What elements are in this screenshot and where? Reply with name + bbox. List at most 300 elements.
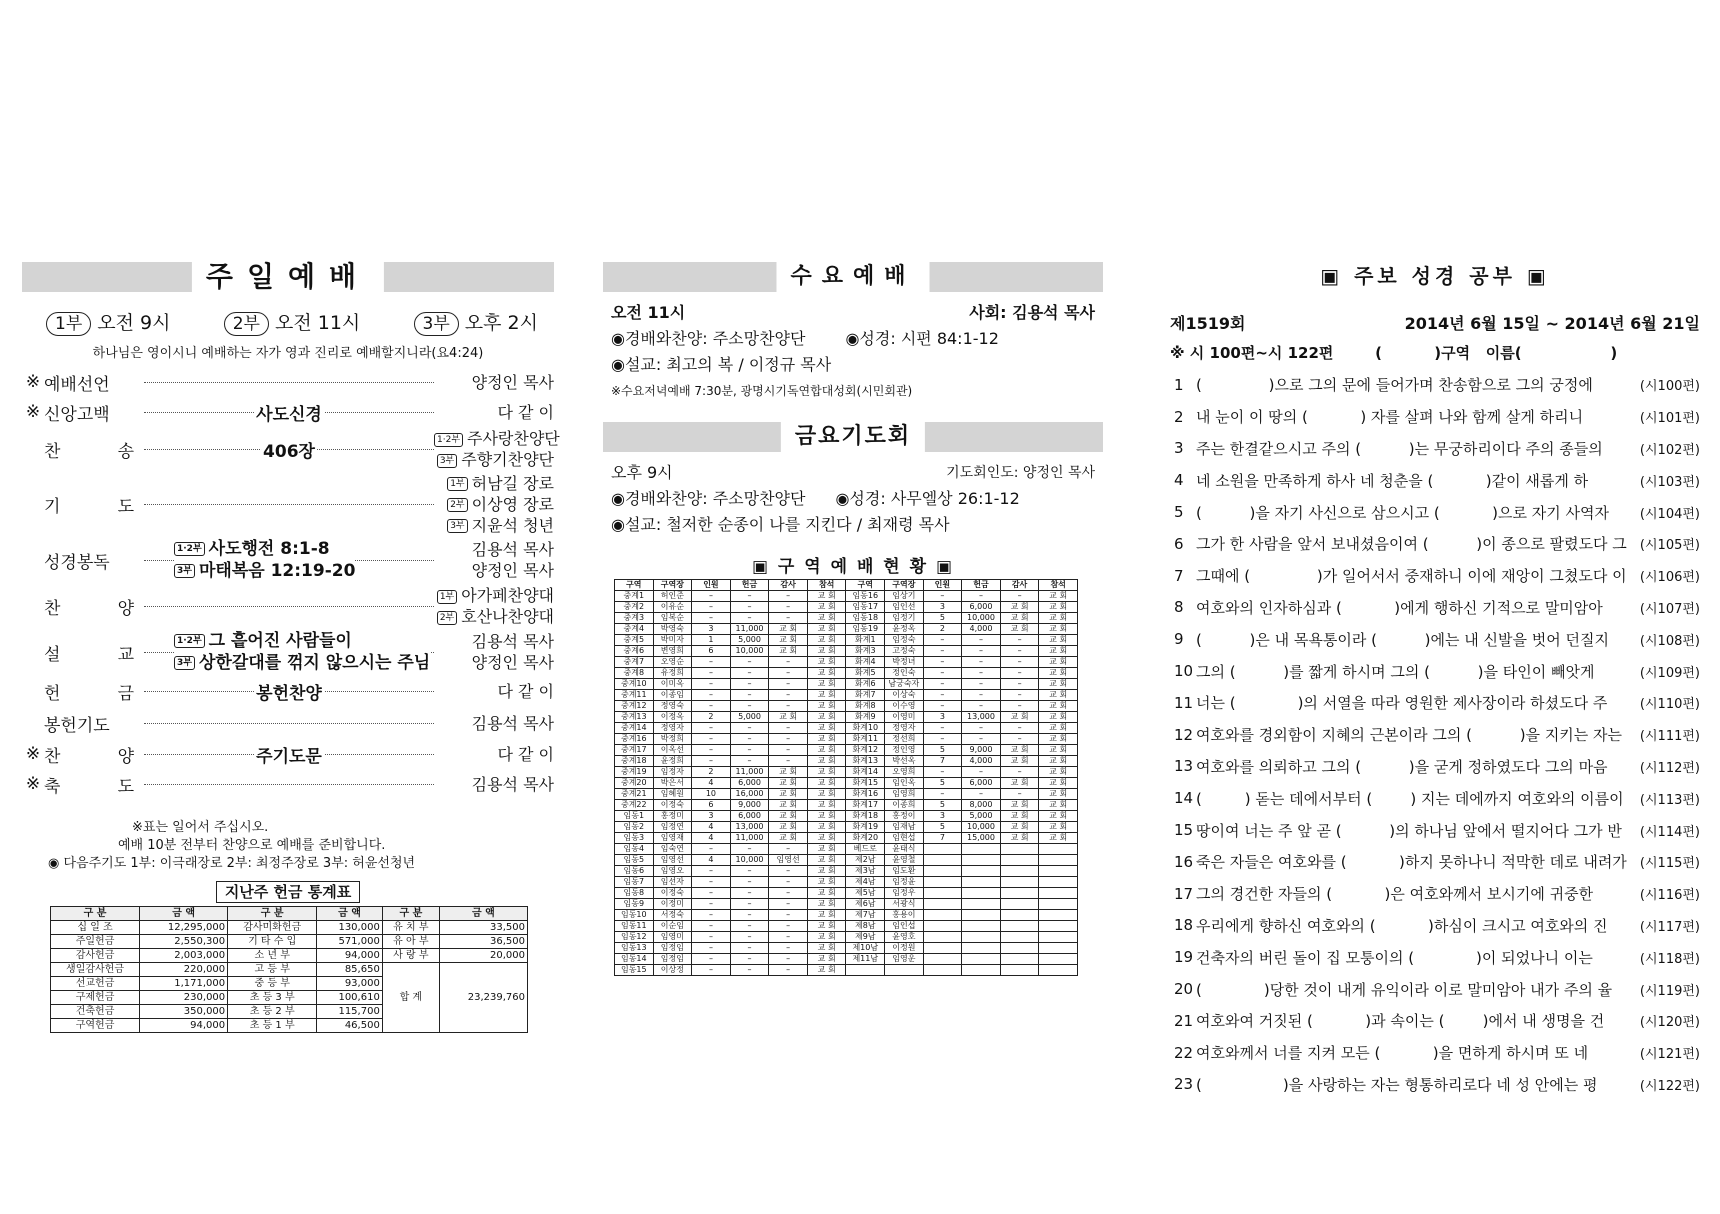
order-row (22, 427, 560, 471)
study-issue: 제1519회 (1170, 314, 1246, 333)
question-row (1174, 846, 1700, 878)
friday-sermon: ◉설교: 철저한 순종이 나를 지킨다 / 최재령 목사 (611, 515, 950, 534)
district-cell: 임숙연 (653, 844, 692, 855)
offering-table (50, 906, 528, 1033)
district-cell: 11,000 (730, 833, 769, 844)
question-row (1174, 814, 1700, 846)
district-cell: – (692, 877, 731, 888)
district-row (615, 954, 1078, 965)
district-cell: 5 (923, 745, 962, 756)
district-cell: – (692, 932, 731, 943)
district-cell: – (730, 734, 769, 745)
district-row (615, 613, 1078, 624)
order-person (434, 449, 554, 470)
offering-cell: 100,610 (317, 991, 383, 1005)
note-line: 예배 10분 전부터 찬양으로 예배를 준비합니다. (118, 838, 386, 853)
offering-cell: 33,500 (439, 921, 527, 935)
district-cell: – (769, 866, 808, 877)
district-cell: 4 (692, 855, 731, 866)
district-cell: – (962, 679, 1001, 690)
offering-cell: 130,000 (317, 921, 383, 935)
district-cell: – (769, 888, 808, 899)
district-cell: 고정숙 (885, 646, 924, 657)
district-cell: – (692, 591, 731, 602)
district-cell (923, 877, 962, 888)
order-person-name: 주사랑찬양단 (467, 429, 560, 448)
district-cell: 6,000 (962, 602, 1001, 613)
district-cell: 이정미 (653, 899, 692, 910)
district-cell: 교 회 (1000, 811, 1039, 822)
friday-time: 오후 9시 (611, 463, 673, 482)
district-cell: 교 회 (807, 954, 846, 965)
district-cell: 임영희 (885, 789, 924, 800)
weekday-section (603, 262, 1103, 976)
note-line: ◉ 다음주기도 1부: 이극래장로 2부: 최정주장로 3부: 허윤선청년 (48, 856, 416, 871)
district-cell: 임복순 (653, 613, 692, 624)
district-cell: 제9남 (846, 932, 885, 943)
district-cell: 임동4 (615, 844, 654, 855)
district-cell: 이순임 (653, 921, 692, 932)
district-cell (962, 899, 1001, 910)
order-person-name: 지윤석 청년 (471, 515, 554, 535)
district-cell: – (1000, 723, 1039, 734)
district-cell: 교 회 (807, 624, 846, 635)
offering-row (51, 921, 528, 935)
order-row (22, 769, 554, 799)
district-header: 참석 (1039, 580, 1078, 591)
order-mark: ※ (25, 744, 41, 764)
offering-cell: 20,000 (439, 949, 527, 963)
question-text: 땅이여 너는 주 앞 곧 ( )의 하나님 앞에서 떨지어다 그가 반 (1196, 821, 1622, 840)
offering-cell: 12,295,000 (140, 921, 228, 935)
district-cell: 화계8 (846, 701, 885, 712)
offering-cell: 초 등 1 부 (228, 1019, 317, 1033)
district-header: 구역장 (885, 580, 924, 591)
district-cell: 교 회 (769, 767, 808, 778)
district-cell: – (923, 679, 962, 690)
order-right (434, 428, 560, 470)
district-cell: 이상숙 (885, 690, 924, 701)
order-person (434, 713, 554, 734)
order-center-line-text: 상한갈대를 꺾지 않으시는 주님 (198, 653, 431, 673)
district-cell: 중계17 (615, 745, 654, 756)
district-cell (962, 855, 1001, 866)
order-right (434, 402, 554, 423)
district-cell: 중계4 (615, 624, 654, 635)
district-cell: – (923, 591, 962, 602)
district-cell: – (962, 690, 1001, 701)
question-text: ( )은 내 목욕통이라 ( )에는 내 신발을 벗어 던질지 (1196, 630, 1609, 649)
order-person-name: 다 같 이 (497, 681, 554, 701)
district-cell: – (730, 954, 769, 965)
district-header: 구역 (615, 580, 654, 591)
district-cell: 임영선 (653, 855, 692, 866)
district-cell: – (730, 932, 769, 943)
order-row (22, 537, 554, 583)
district-cell: 교 회 (1000, 756, 1039, 767)
question-ref: (시101편) (1639, 411, 1700, 427)
district-cell: 화계10 (846, 723, 885, 734)
district-cell: – (1000, 668, 1039, 679)
district-cell: 이유순 (653, 602, 692, 613)
district-row (615, 646, 1078, 657)
district-cell: 교 회 (807, 800, 846, 811)
order-center (144, 504, 434, 505)
order-center-text: 사도신경 (254, 400, 324, 425)
district-row (615, 657, 1078, 668)
district-row (615, 921, 1078, 932)
district-cell: 교 회 (1000, 624, 1039, 635)
district-cell: 5,000 (962, 811, 1001, 822)
question-row (1174, 528, 1700, 560)
order-center-line (174, 630, 430, 652)
district-cell: – (730, 690, 769, 701)
district-cell (1039, 877, 1078, 888)
district-cell: 교 회 (1039, 613, 1078, 624)
question-row (1174, 910, 1700, 942)
order-row (22, 471, 554, 537)
offering-row (51, 963, 528, 977)
district-cell: 임동8 (615, 888, 654, 899)
question-ref: (시109편) (1639, 665, 1700, 681)
district-header: 헌금 (730, 580, 769, 591)
district-title: ▣ 구 역 예 배 현 황 ▣ (751, 557, 955, 577)
district-cell: 교 회 (807, 833, 846, 844)
district-cell: – (769, 844, 808, 855)
district-header: 헌금 (962, 580, 1001, 591)
question-text: 여호와를 경외함이 지혜의 근본이라 그의 ( )을 지키는 자는 (1196, 726, 1623, 745)
district-header: 감사 (1000, 580, 1039, 591)
order-center-lines (174, 630, 430, 674)
district-cell (962, 888, 1001, 899)
district-cell: 교 회 (807, 701, 846, 712)
wednesday-host: 사회: 김용석 목사 (969, 303, 1095, 322)
district-cell: 5 (923, 822, 962, 833)
district-cell: – (923, 657, 962, 668)
district-cell: 화계1 (846, 635, 885, 646)
district-cell: – (769, 910, 808, 921)
district-cell: 임동18 (846, 613, 885, 624)
order-mark: ※ (25, 402, 41, 422)
offering-cell: 감사미화헌금 (228, 921, 317, 935)
district-cell: 제2남 (846, 855, 885, 866)
wednesday-title: 수요예배 (776, 261, 929, 293)
district-cell (1039, 954, 1078, 965)
order-person (434, 606, 554, 627)
district-cell: 교 회 (807, 965, 846, 976)
order-label: 찬 양 (44, 598, 134, 619)
district-cell: 중계10 (615, 679, 654, 690)
district-cell: 교 회 (1039, 591, 1078, 602)
question-number: 14 (1174, 789, 1194, 808)
district-cell: 제11남 (846, 954, 885, 965)
offering-cell: 94,000 (317, 949, 383, 963)
question-ref: (시120편) (1639, 1015, 1700, 1031)
district-cell: – (769, 690, 808, 701)
district-cell: 13,000 (962, 712, 1001, 723)
district-cell: 임동13 (615, 943, 654, 954)
district-cell: 교 회 (807, 888, 846, 899)
district-cell: – (1000, 789, 1039, 800)
district-cell: – (962, 734, 1001, 745)
order-person (434, 494, 554, 515)
district-cell: 화계16 (846, 789, 885, 800)
offering-cell: 350,000 (140, 1005, 228, 1019)
district-cell: 교 회 (1039, 701, 1078, 712)
district-cell: 교 회 (807, 613, 846, 624)
question-row (1174, 1069, 1700, 1101)
district-cell (1039, 866, 1078, 877)
district-cell (962, 954, 1001, 965)
offering-total-value: 23,239,760 (439, 963, 527, 1033)
district-cell: 임정숙 (885, 635, 924, 646)
district-cell: 4,000 (962, 624, 1001, 635)
district-cell: 화계12 (846, 745, 885, 756)
district-cell: 4 (692, 822, 731, 833)
district-cell: 4 (692, 833, 731, 844)
order-mark: ※ (25, 774, 41, 794)
order-center-line-text: 마태복음 12:19-20 (198, 561, 356, 581)
sunday-section (22, 260, 560, 1033)
district-cell: 임동7 (615, 877, 654, 888)
district-cell: 교 회 (1000, 602, 1039, 613)
district-cell: 교 회 (769, 635, 808, 646)
question-number: 18 (1174, 916, 1194, 935)
question-ref: (시117편) (1639, 919, 1700, 935)
offering-cell: 571,000 (317, 935, 383, 949)
district-cell: 임영운 (885, 954, 924, 965)
district-cell: – (923, 789, 962, 800)
district-cell: – (692, 910, 731, 921)
district-cell (1000, 965, 1039, 976)
district-cell: 5,000 (730, 712, 769, 723)
district-cell: – (730, 888, 769, 899)
district-cell: – (962, 657, 1001, 668)
district-cell: – (730, 866, 769, 877)
district-cell: 임영선 (769, 855, 808, 866)
offering-cell: 구역헌금 (51, 1019, 140, 1033)
district-cell: 교 회 (1039, 778, 1078, 789)
question-ref: (시105편) (1639, 538, 1700, 554)
district-row (615, 932, 1078, 943)
order-badge: 3부 (437, 454, 457, 468)
question-ref: (시110편) (1639, 697, 1700, 713)
district-row (615, 866, 1078, 877)
service-times (46, 308, 538, 336)
district-cell: 유정희 (653, 668, 692, 679)
order-leader-dots (144, 606, 434, 607)
order-center-text: 406장 (261, 437, 317, 462)
district-cell: 교 회 (807, 943, 846, 954)
friday-leader: 기도회인도: 양정인 목사 (946, 465, 1095, 481)
district-cell: – (769, 932, 808, 943)
order-person-name: 양정인 목사 (471, 653, 554, 672)
district-cell: 교 회 (769, 811, 808, 822)
order-badge: 3부 (174, 656, 195, 670)
district-cell: 교 회 (1000, 745, 1039, 756)
order-label: 신앙고백 (44, 404, 110, 425)
question-row (1174, 782, 1700, 814)
question-ref: (시122편) (1639, 1078, 1700, 1094)
district-cell: 교 회 (769, 822, 808, 833)
question-number: 6 (1174, 534, 1184, 553)
district-cell: 화계20 (846, 833, 885, 844)
district-row (615, 756, 1078, 767)
district-cell: – (1000, 679, 1039, 690)
question-ref: (시111편) (1639, 729, 1700, 745)
district-cell: 11,000 (730, 624, 769, 635)
district-cell (962, 910, 1001, 921)
question-row (1174, 401, 1700, 433)
offering-header: 금 액 (439, 907, 527, 921)
sunday-title-band (22, 262, 554, 292)
district-cell: – (730, 745, 769, 756)
district-cell: – (769, 657, 808, 668)
question-number: 2 (1174, 407, 1184, 426)
district-cell: 임동17 (846, 602, 885, 613)
district-cell: 화계14 (846, 767, 885, 778)
offering-row (51, 949, 528, 963)
district-cell (846, 965, 885, 976)
friday-scripture: ◉성경: 사무엘상 26:1-12 (835, 489, 1020, 508)
district-cell: – (692, 943, 731, 954)
district-cell: 1 (692, 635, 731, 646)
district-cell: 교 회 (807, 756, 846, 767)
order-label: 성경봉독 (44, 552, 110, 573)
offering-row (51, 935, 528, 949)
question-text: 그의 경건한 자들의 ( )은 여호와께서 보시기에 귀중한 (1196, 885, 1594, 904)
district-cell: – (730, 844, 769, 855)
district-cell: 임정우 (885, 888, 924, 899)
offering-header: 금 액 (317, 907, 383, 921)
district-cell (1039, 855, 1078, 866)
offering-cell: 46,500 (317, 1019, 383, 1033)
district-cell: 박선옥 (885, 756, 924, 767)
question-ref: (시100편) (1639, 379, 1700, 395)
district-row (615, 624, 1078, 635)
district-cell: 임동14 (615, 954, 654, 965)
wednesday-praise: ◉경배와찬양: 주소망찬양단 (611, 329, 806, 348)
district-cell: – (692, 921, 731, 932)
district-cell: 임인선 (885, 602, 924, 613)
service-badge: 1부 (46, 312, 91, 336)
question-number: 4 (1174, 471, 1184, 490)
district-cell (923, 910, 962, 921)
district-header-row (615, 580, 1078, 591)
question-text: 네 소원을 만족하게 하사 네 청춘을 ( )같이 새롭게 하 (1196, 471, 1589, 490)
order-person-name: 아가페찬양대 (461, 586, 554, 605)
district-cell: 오영희 (885, 767, 924, 778)
question-row (1174, 623, 1700, 655)
offering-cell: 소 년 부 (228, 949, 317, 963)
district-cell: 홍용이 (885, 910, 924, 921)
district-cell: 임인옥 (885, 778, 924, 789)
district-cell: 화계18 (846, 811, 885, 822)
district-cell: 화계4 (846, 657, 885, 668)
district-cell: 이미옥 (653, 679, 692, 690)
district-row (615, 888, 1078, 899)
district-cell: 제5남 (846, 888, 885, 899)
district-row (615, 767, 1078, 778)
district-row (615, 899, 1078, 910)
question-text: ( )을 사랑하는 자는 형통하리로다 네 성 안에는 평 (1196, 1075, 1598, 1094)
district-cell: – (692, 613, 731, 624)
district-cell: 임동5 (615, 855, 654, 866)
district-cell: 윤정희 (653, 756, 692, 767)
district-cell: 윤영철 (885, 855, 924, 866)
district-cell: 임동2 (615, 822, 654, 833)
district-cell: 교 회 (807, 635, 846, 646)
offering-cell: 유 치 부 (382, 921, 439, 935)
question-ref: (시104편) (1639, 506, 1700, 522)
district-cell: 교 회 (1039, 690, 1078, 701)
district-cell: 화계13 (846, 756, 885, 767)
question-ref: (시112편) (1639, 760, 1700, 776)
district-cell: 교 회 (1039, 723, 1078, 734)
district-cell: 교 회 (807, 723, 846, 734)
district-cell: 교 회 (807, 910, 846, 921)
district-cell: 화계9 (846, 712, 885, 723)
district-cell: 박정녀 (885, 657, 924, 668)
order-badge: 2부 (437, 611, 457, 625)
wednesday-note: ※수요저녁예배 7:30분, 광명시기독연합대성회(시민회관) (611, 384, 913, 398)
district-row (615, 822, 1078, 833)
district-cell: – (730, 723, 769, 734)
district-cell: – (769, 899, 808, 910)
question-list (1170, 369, 1700, 1100)
district-cell: 교 회 (1039, 646, 1078, 657)
district-cell: 교 회 (769, 624, 808, 635)
district-cell: – (923, 646, 962, 657)
order-center (144, 606, 434, 607)
district-cell (923, 866, 962, 877)
district-cell: 교 회 (807, 602, 846, 613)
district-cell: 교 회 (807, 690, 846, 701)
district-cell: 교 회 (807, 822, 846, 833)
district-cell: – (769, 679, 808, 690)
district-cell: – (692, 723, 731, 734)
order-person (434, 631, 554, 652)
district-cell: – (1000, 635, 1039, 646)
district-cell: – (769, 943, 808, 954)
district-cell: 교 회 (807, 932, 846, 943)
district-cell: 이상정 (653, 965, 692, 976)
district-cell (885, 965, 924, 976)
district-header: 감사 (769, 580, 808, 591)
district-cell: – (1000, 701, 1039, 712)
order-person-name: 양정인 목사 (471, 372, 554, 392)
district-cell: 5,000 (730, 635, 769, 646)
offering-cell: 2,003,000 (140, 949, 228, 963)
district-cell: 정인영 (885, 745, 924, 756)
district-row (615, 844, 1078, 855)
district-header: 인원 (923, 580, 962, 591)
district-cell: – (730, 899, 769, 910)
district-cell: – (730, 668, 769, 679)
district-cell: 교 회 (807, 921, 846, 932)
order-person-name: 김용석 목사 (471, 713, 554, 733)
order-person-name: 김용석 목사 (471, 540, 554, 559)
district-cell: 교 회 (769, 778, 808, 789)
district-row (615, 723, 1078, 734)
district-cell: – (769, 921, 808, 932)
order-person-name: 양정인 목사 (471, 561, 554, 580)
order-center (144, 441, 434, 462)
question-number: 16 (1174, 852, 1194, 871)
district-row (615, 800, 1078, 811)
district-cell: 교 회 (769, 833, 808, 844)
question-text: 죽은 자들은 여호와를 ( )하지 못하나니 적막한 데로 내려가 (1196, 853, 1627, 872)
